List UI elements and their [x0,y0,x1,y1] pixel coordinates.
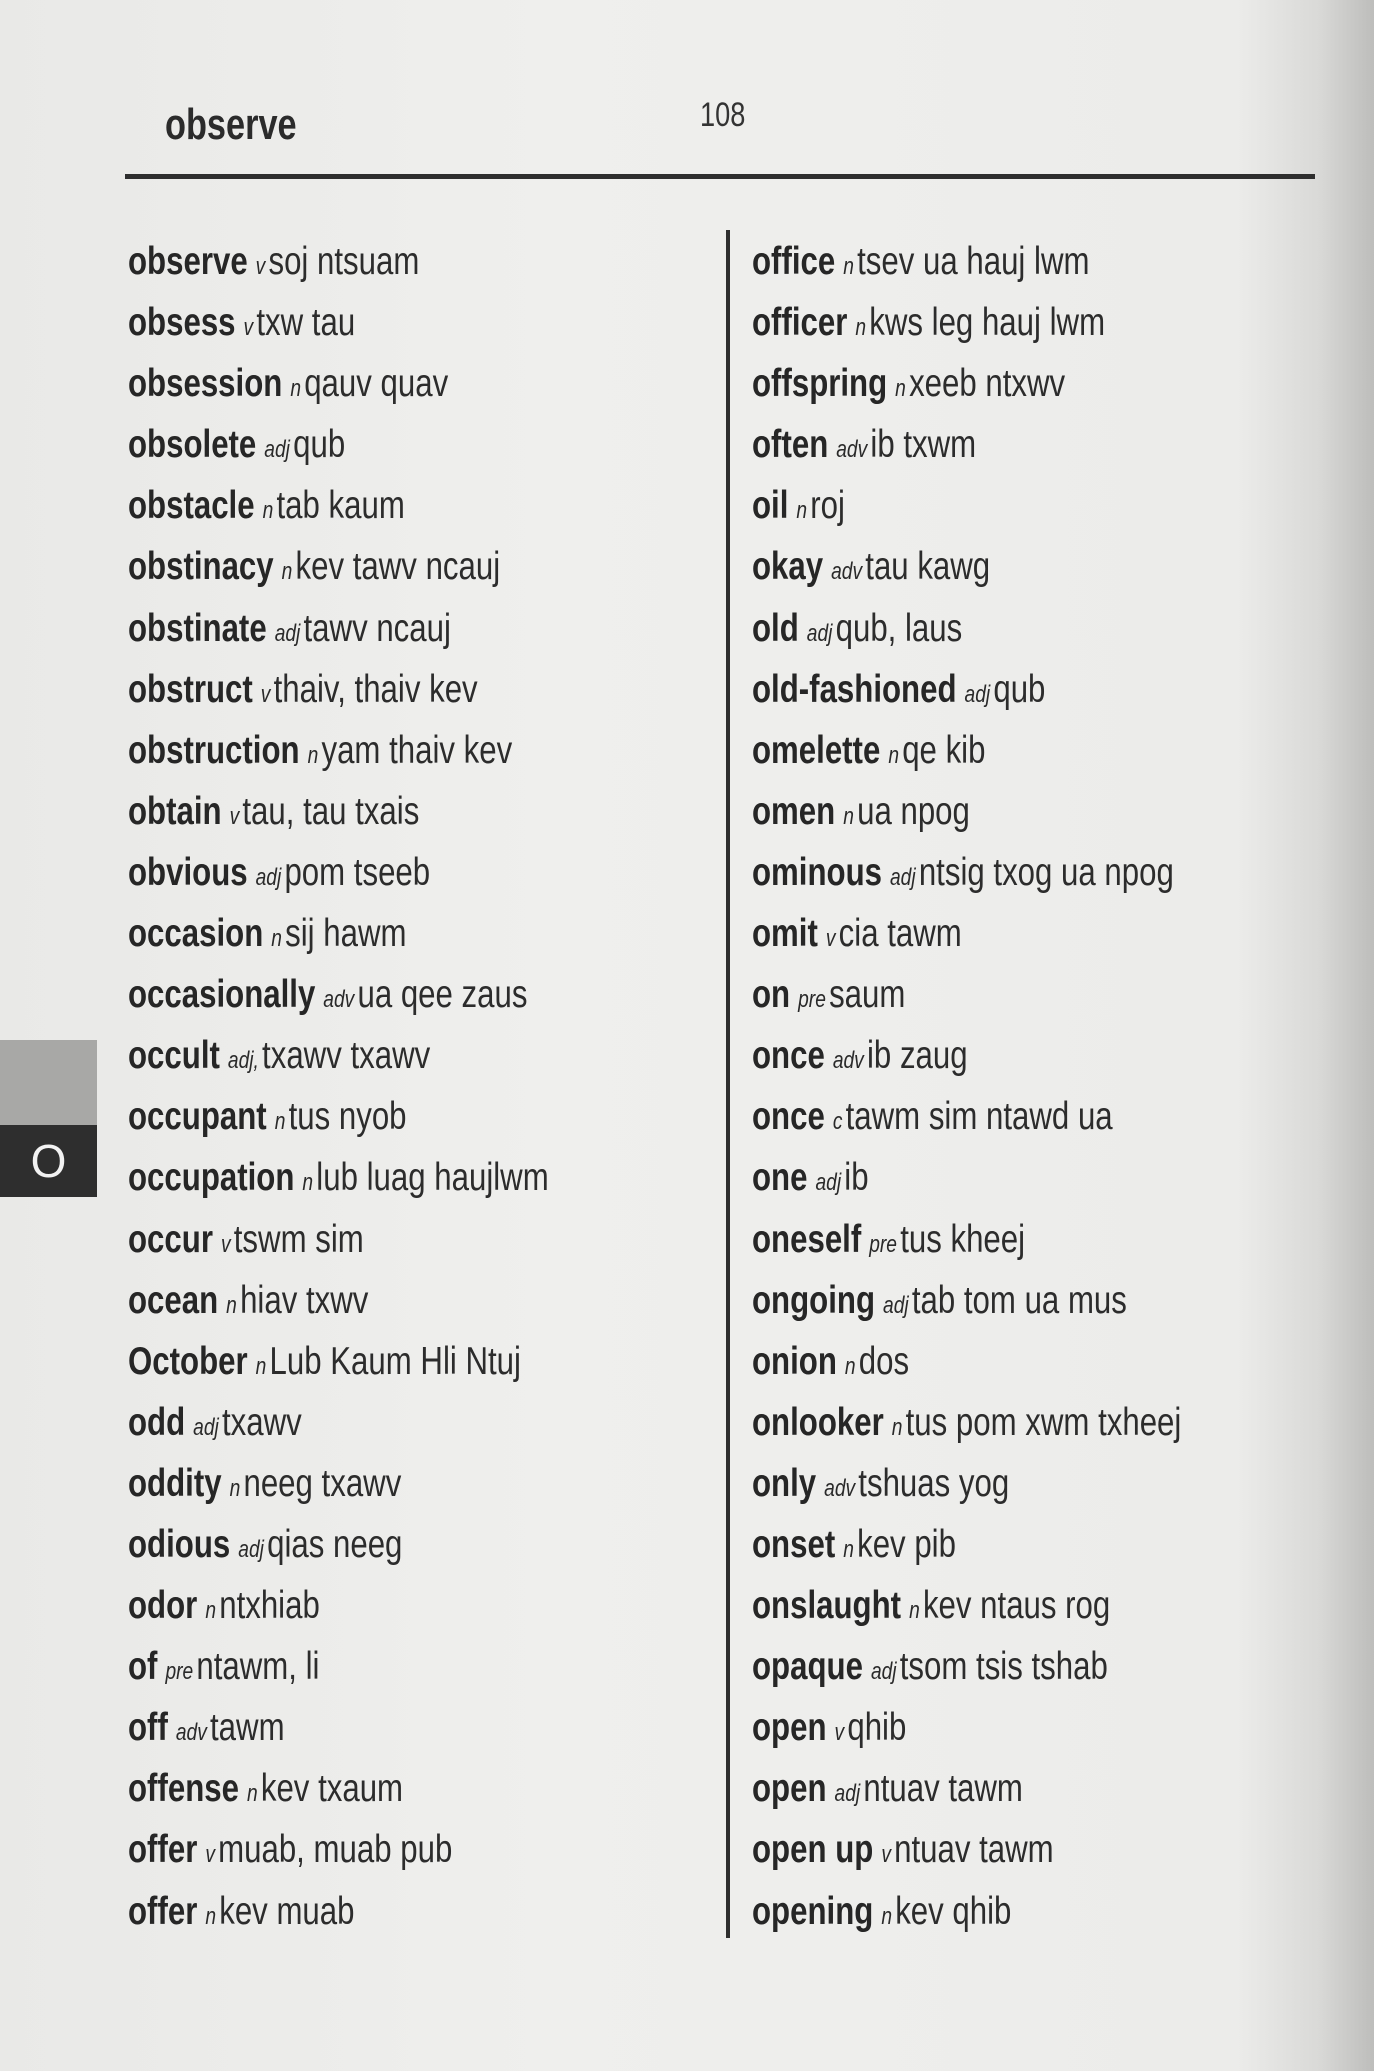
definition: lub luag haujlwm [316,1156,549,1200]
definition: xeeb ntxwv [909,362,1066,406]
headword: occasionally [128,973,316,1017]
headword: obstinate [128,606,267,650]
part-of-speech: v [220,1230,231,1258]
dictionary-entry [752,1456,1181,1517]
definition: ntuav tawm [894,1828,1054,1872]
headword: once [752,1095,825,1139]
headword: obstacle [128,484,255,528]
definition: sij hawm [285,912,407,956]
definition: ntuav tawm [863,1767,1023,1811]
definition: muab, muab pub [218,1828,453,1872]
headword: obsession [128,362,283,406]
headword: okay [752,545,824,589]
definition: ntawm, li [196,1645,320,1689]
definition: ua npog [857,789,970,833]
part-of-speech: adv [175,1719,207,1747]
definition: kev muab [219,1889,355,1933]
headword: old [752,606,799,650]
definition: txw tau [256,301,356,345]
definition: yam thaiv kev [321,728,513,772]
dictionary-entry [128,234,549,295]
part-of-speech: adj [870,1658,897,1686]
dictionary-entry [752,1273,1181,1334]
dictionary-entry [128,967,549,1028]
definition: tsev ua hauj lwm [857,240,1090,283]
headword: onset [752,1522,836,1566]
part-of-speech: n [888,741,899,769]
headword: offer [128,1889,198,1933]
page-number: 108 [700,96,746,134]
dictionary-entry [752,1212,1181,1273]
headword: October [128,1339,248,1383]
dictionary-entry [128,1884,549,1945]
headword: odor [128,1584,198,1628]
headword: open [752,1706,827,1750]
part-of-speech: adj [193,1413,219,1441]
definition: kev txaum [260,1767,404,1811]
definition: saum [829,973,906,1017]
part-of-speech: adj [834,1780,861,1808]
part-of-speech: adj [890,863,916,891]
definition: qe kib [902,728,986,772]
definition: ntxhiab [219,1584,320,1628]
headword: obtain [128,789,222,833]
dictionary-entry [128,723,549,784]
definition: hiav txwv [240,1278,369,1322]
part-of-speech: adj [964,680,991,708]
headword: obstruction [128,728,300,772]
definition: tau, tau txais [242,789,420,833]
dictionary-entry [128,601,549,662]
definition: tawm [210,1706,285,1750]
dictionary-entry [128,417,549,478]
part-of-speech: adj [255,863,282,891]
part-of-speech: n [302,1169,314,1197]
part-of-speech: n [881,1902,892,1930]
part-of-speech: v [881,1841,891,1869]
definition: ua qee zaus [357,973,528,1017]
dictionary-entry [752,723,1181,784]
headword: ocean [128,1278,219,1322]
part-of-speech: n [843,802,854,830]
dictionary-entry [752,967,1181,1028]
dictionary-entry [752,906,1181,967]
definition: qauv quav [304,362,449,406]
definition: ntsig txog ua npog [918,850,1174,894]
definition: txawv txawv [262,1034,431,1078]
part-of-speech: n [255,1352,267,1380]
dictionary-entry [752,356,1181,417]
definition: ib [844,1156,869,1200]
part-of-speech: adv [323,986,355,1014]
definition: neeg txawv [243,1461,402,1505]
definition: dos [858,1339,910,1383]
definition: tus kheej [900,1217,1026,1261]
part-of-speech: adj [815,1169,842,1197]
right-column [752,234,1289,1945]
headword: open up [752,1828,874,1872]
part-of-speech: adj [274,619,301,647]
dictionary-entry [752,1578,1181,1639]
thumb-tab-shade [0,1040,97,1125]
dictionary-entry [128,1578,549,1639]
definition: tshuas yog [858,1461,1010,1505]
headword: offense [128,1767,239,1811]
dictionary-entry [752,1700,1181,1761]
dictionary-entry [128,662,549,723]
definition: tus nyob [288,1095,407,1139]
definition: qhib [847,1706,907,1750]
definition: pom tseeb [284,850,431,894]
part-of-speech: c [832,1108,843,1136]
definition: kev pib [857,1522,956,1566]
part-of-speech: adj [264,436,290,464]
column-divider [726,230,730,1938]
definition: Lub Kaum Hli Ntuj [269,1339,521,1383]
definition: tab tom ua mus [911,1278,1127,1322]
definition: tab kaum [276,484,405,528]
part-of-speech: v [229,802,240,830]
dictionary-entry [128,784,549,845]
dictionary-entry [128,1822,549,1883]
part-of-speech: n [855,314,867,342]
part-of-speech: v [834,1719,845,1747]
dictionary-entry [752,1761,1181,1822]
part-of-speech: n [246,1780,258,1808]
definition: qias neeg [267,1522,403,1566]
headword: onslaught [752,1584,902,1628]
dictionary-entry [128,1639,549,1700]
definition: tau kawg [865,545,991,589]
definition: qub, laus [835,606,963,650]
part-of-speech: n [796,497,808,525]
headword: odd [128,1400,186,1444]
definition: kev qhib [895,1889,1012,1933]
part-of-speech: pre [869,1230,897,1258]
dictionary-entry [128,295,549,356]
headword: omen [752,789,836,833]
headword: odious [128,1522,231,1566]
dictionary-entry [752,845,1181,906]
part-of-speech: n [909,1597,920,1625]
definition: kev ntaus rog [922,1584,1111,1628]
definition: kev tawv ncauj [295,545,501,589]
dictionary-entry [128,539,549,600]
headword: only [752,1461,817,1505]
part-of-speech: adj [806,619,833,647]
part-of-speech: adv [824,1474,856,1502]
headword: offspring [752,362,888,406]
definition: thaiv, thaiv kev [273,667,478,711]
part-of-speech: n [205,1902,217,1930]
part-of-speech: n [290,375,301,403]
dictionary-entry [752,234,1181,295]
dictionary-entry [752,662,1181,723]
definition: tawv ncauj [303,606,451,650]
headword: on [752,973,791,1017]
part-of-speech: n [229,1474,241,1502]
dictionary-entry [128,1456,549,1517]
headword: ominous [752,850,882,894]
headword: obstinacy [128,545,274,589]
part-of-speech: pre [165,1658,194,1686]
dictionary-entry [128,1761,549,1822]
headword: of [128,1645,158,1689]
part-of-speech: n [307,741,319,769]
definition: tawm sim ntawd ua [845,1095,1113,1139]
part-of-speech: n [205,1597,217,1625]
definition: ib txwm [870,423,977,467]
part-of-speech: n [844,1352,856,1380]
headword: obstruct [128,667,253,711]
dictionary-entry [128,906,549,967]
headword: oneself [752,1217,862,1261]
part-of-speech: v [260,680,271,708]
headword: old-fashioned [752,667,957,711]
headword: obsolete [128,423,257,467]
part-of-speech: adj [238,1535,264,1563]
definition: txawv [222,1400,302,1444]
headword: opaque [752,1645,863,1689]
part-of-speech: v [205,1841,215,1869]
dictionary-entry [752,1517,1181,1578]
part-of-speech: n [895,375,906,403]
dictionary-entry [752,601,1181,662]
guide-word: observe [165,100,297,149]
headword: once [752,1034,825,1078]
headword: obsess [128,301,236,345]
headword: oddity [128,1461,222,1505]
dictionary-entry [128,845,549,906]
headword: off [128,1706,168,1750]
dictionary-entry [128,1517,549,1578]
part-of-speech: v [825,925,836,953]
part-of-speech: adj [883,1291,909,1319]
headword: onion [752,1339,837,1383]
dictionary-entry [752,784,1181,845]
part-of-speech: n [281,558,293,586]
dictionary-entry [752,417,1181,478]
definition: qub [993,667,1046,711]
headword: occur [128,1217,213,1261]
part-of-speech: adv [831,558,863,586]
definition: qub [293,423,346,467]
part-of-speech: v [243,314,254,342]
dictionary-entry [752,1150,1181,1211]
dictionary-entry [752,1822,1181,1883]
headword: often [752,423,829,467]
headword: open [752,1767,827,1811]
header-rule [125,174,1315,179]
part-of-speech: n [226,1291,237,1319]
definition: tswm sim [233,1217,364,1261]
part-of-speech: n [262,497,274,525]
definition: cia tawm [838,912,962,956]
part-of-speech: n [843,1535,854,1563]
left-column [128,234,654,1945]
definition: roj [810,484,845,528]
dictionary-entry [752,1395,1181,1456]
dictionary-entry [128,1273,549,1334]
dictionary-entry [752,1028,1181,1089]
headword: office [752,240,836,283]
headword: ongoing [752,1278,876,1322]
headword: occult [128,1034,220,1078]
headword: onlooker [752,1400,884,1444]
headword: officer [752,301,848,345]
headword: occupation [128,1156,295,1200]
part-of-speech: pre [798,986,826,1014]
dictionary-entry [752,478,1181,539]
dictionary-entry [128,1700,549,1761]
dictionary-entry [752,1334,1181,1395]
dictionary-entry [752,539,1181,600]
dictionary-entry [128,1089,549,1150]
headword: occupant [128,1095,267,1139]
dictionary-entry [752,1089,1181,1150]
dictionary-entry [752,1639,1181,1700]
dictionary-entry [752,1884,1181,1945]
part-of-speech: n [891,1413,903,1441]
definition: soj ntsuam [268,240,420,283]
part-of-speech: adv [836,436,868,464]
dictionary-entry [752,295,1181,356]
headword: offer [128,1828,198,1872]
dictionary-entry [128,356,549,417]
headword: observe [128,240,248,283]
dictionary-entry [128,1334,549,1395]
headword: oil [752,484,789,528]
dictionary-entry [128,478,549,539]
part-of-speech: v [255,253,266,280]
headword: opening [752,1889,874,1933]
definition: kws leg hauj lwm [869,301,1106,345]
dictionary-entry [128,1028,549,1089]
part-of-speech: n [271,925,282,953]
headword: omit [752,912,818,956]
definition: ib zaug [866,1034,968,1078]
part-of-speech: n [274,1108,286,1136]
headword: one [752,1156,808,1200]
part-of-speech: adv [832,1047,864,1075]
headword: occasion [128,912,264,956]
definition: tsom tsis tshab [899,1645,1108,1689]
part-of-speech: adj, [227,1047,259,1075]
part-of-speech: n [843,253,854,280]
definition: tus pom xwm txheej [905,1400,1182,1444]
dictionary-entry [128,1212,549,1273]
headword: omelette [752,728,881,772]
dictionary-entry [128,1150,549,1211]
dictionary-entry [128,1395,549,1456]
headword: obvious [128,850,248,894]
thumb-tab: O [0,1125,97,1197]
